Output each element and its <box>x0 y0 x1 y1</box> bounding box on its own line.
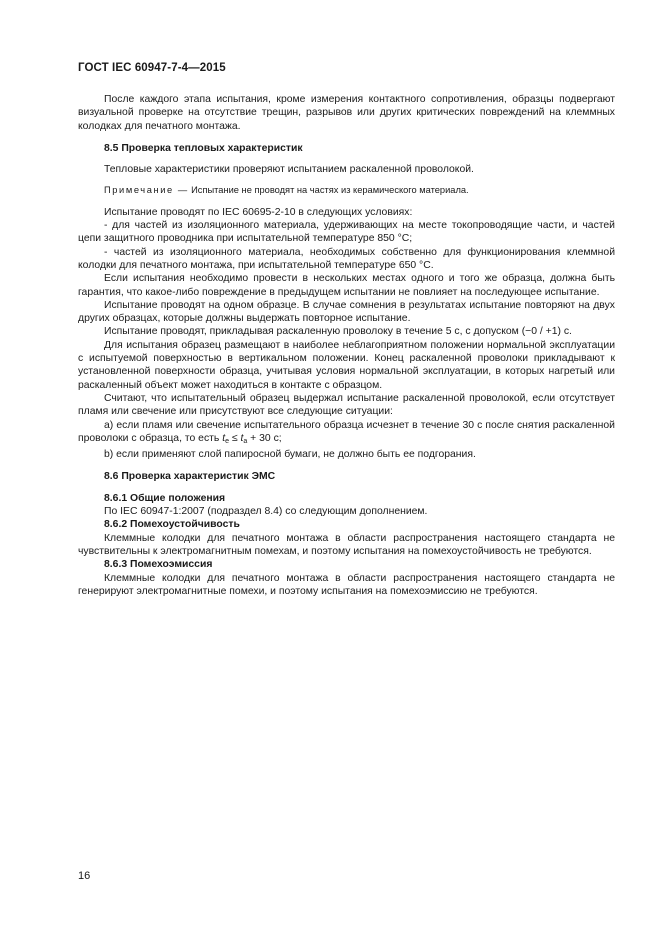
time-var-2: t <box>240 432 244 444</box>
le-sign: ≤ <box>229 432 241 444</box>
note-label: Примечание <box>104 185 174 196</box>
section-8-6-heading: 8.6 Проверка характеристик ЭМС <box>104 471 276 483</box>
section-8-6-1-text: По IEC 60947-1:2007 (подраздел 8.4) со следующим дополнением. <box>104 506 428 518</box>
standard-header: ГОСТ IEC 60947-7-4—2015 <box>78 62 226 74</box>
p10-text-b: + 30 с; <box>247 432 282 444</box>
time-var-1: t <box>222 432 226 444</box>
section-8-5-p4: - частей из изоляционного материала, необходимых собственно для функционирования клеммной колодки для печатного монтажа, при испытательной температуре 650 °С. <box>78 246 615 271</box>
section-8-6-3-heading: 8.6.3 Помехоэмиссия <box>104 559 213 571</box>
section-8-5-p6: Испытание проводят на одном образце. В случае сомнения в результатах испытание повторяют на двух других образцах, которые должны выдержать повторное испытание. <box>78 299 615 325</box>
section-8-5-p7: Испытание проводят, прикладывая раскаленную проволоку в течение 5 с, с допуском (−0 / +1) с. <box>104 326 572 338</box>
section-8-6-2-heading: 8.6.2 Помехоустойчивость <box>104 519 240 531</box>
note-text: Испытание не проводят на частях из керамического материала. <box>191 185 469 196</box>
section-8-5-p8: Для испытания образец размещают в наиболее неблагоприятном положении нормальной эксплуатации с испытуемой поверхностью в вертикальном положении. Конец раскаленной проволоки прикладывают к установленной поверхности образца, учитывая условия нормальной эксплуатации, в которых нагретый или раскаленный объект может находиться в контакте с образцом. <box>78 339 615 391</box>
section-8-5-p5: Если испытания необходимо провести в нескольких местах одного и того же образца, должна быть гарантия, что какое-либо повреждение в предыдущем испытании не повлияет на последующее испытание. <box>78 273 615 298</box>
section-8-6-1-heading: 8.6.1 Общие положения <box>104 492 226 504</box>
section-8-5-heading: 8.5 Проверка тепловых характеристик <box>104 142 303 154</box>
note-dash: — <box>177 185 188 196</box>
p10-text-a: а) если пламя или свечение испытательного образца исчезнет в течение 30 с после снятия раскаленной проволоки с образца, то есть <box>78 419 615 444</box>
time-sub-2: a <box>243 437 248 445</box>
section-8-6-2-text: Клеммные колодки для печатного монтажа в области распространения настоящего стандарта не чувствительны к электромагнитным помехам, и поэтому испытания на помехоустойчивость не требуются. <box>78 532 615 557</box>
section-8-6-3-text: Клеммные колодки для печатного монтажа в области распространения настоящего стандарта не генерируют электромагнитные помехи, и поэтому испытания на помехоэмиссию не требуются. <box>78 572 615 597</box>
page-content <box>78 93 615 598</box>
section-8-5-p9: Считают, что испытательный образец выдержал испытание раскаленной проволокой, если отсутствует пламя или свечение или присутствуют все следующие ситуации: <box>78 392 615 418</box>
section-8-5-p10 <box>78 419 615 449</box>
section-8-5-p11: b) если применяют слой папиросной бумаги, не должно быть ее подгорания. <box>104 449 476 461</box>
note <box>78 184 615 197</box>
paragraph-intro: После каждого этапа испытания, кроме измерения контактного сопротивления, образцы подвергают визуальной проверке на отсутствие трещин, разрывов или других критических повреждений на клеммных колодках для печатного монтажа. <box>78 94 615 132</box>
section-8-5-p1: Тепловые характеристики проверяют испытанием раскаленной проволокой. <box>104 164 474 176</box>
section-8-5-p3: - для частей из изоляционного материала, удерживающих на месте токопроводящие части, и частей цепи защитного проводника при испытательной температуре 850 °С; <box>78 220 615 245</box>
section-8-5-p2: Испытание проводят по IEC 60695-2-10 в следующих условиях: <box>104 206 413 218</box>
time-sub-1: e <box>225 437 229 445</box>
page-number: 16 <box>78 870 91 882</box>
